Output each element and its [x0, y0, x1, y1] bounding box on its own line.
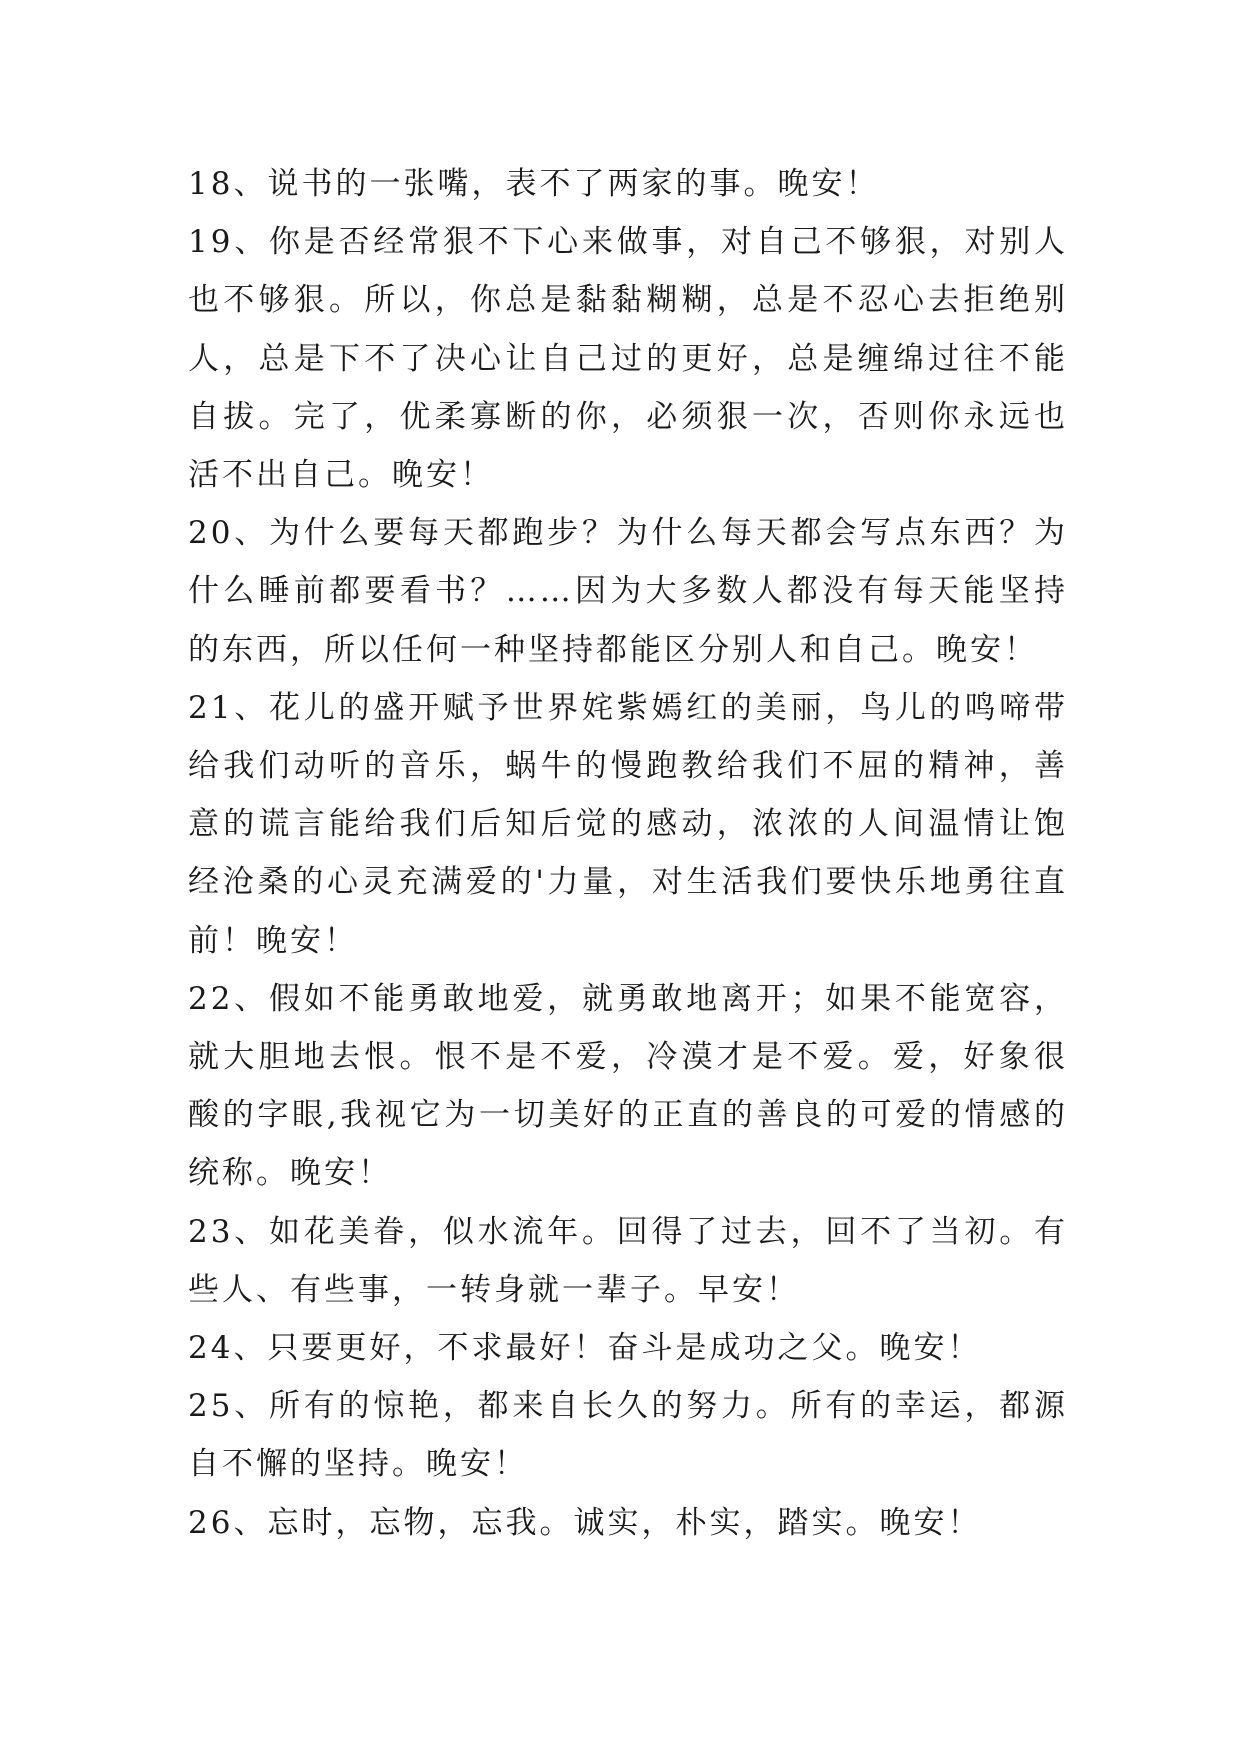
paragraph-21: 21、花儿的盛开赋予世界姹紫嫣红的美丽，鸟儿的鸣啼带给我们动听的音乐，蜗牛的慢跑教给我们不屈的精神，善意的谎言能给我们后知后觉的感动，浓浓的人间温情让饱经沧桑的心灵充满爱的'力量，对生活我们要快乐地勇往直前！晚安！ [188, 689, 1068, 959]
paragraph-25: 25、所有的惊艳，都来自长久的努力。所有的幸运，都源自不懈的坚持。晚安！ [188, 1388, 1068, 1483]
paragraph-26: 26、忘时，忘物，忘我。诚实，朴实，踏实。晚安！ [188, 1504, 982, 1541]
paragraph-20: 20、为什么要每天都跑步？为什么每天都会写点东西？为什么睡前都要看书？……因为大多数人都没有每天能坚持的东西，所以任何一种坚持都能区分别人和自己。晚安！ [188, 515, 1068, 668]
paragraph-22: 22、假如不能勇敢地爱，就勇敢地离开；如果不能宽容，就大胆地去恨。恨不是不爱，冷漠才是不爱。爱，好象很酸的字眼,我视它为一切美好的正直的善良的可爱的情感的统称。晚安！ [188, 980, 1068, 1192]
document-body [188, 155, 1068, 1552]
paragraph-24: 24、只要更好，不求最好！奋斗是成功之父。晚安！ [188, 1330, 982, 1367]
paragraph-23: 23、如花美眷，似水流年。回得了过去，回不了当初。有些人、有些事，一转身就一辈子。早安！ [188, 1213, 1068, 1308]
paragraph-19: 19、你是否经常狠不下心来做事，对自己不够狠，对别人也不够狠。所以，你总是黏黏糊糊，总是不忍心去拒绝别人，总是下不了决心让自己过的更好，总是缠绵过往不能自拔。完了，优柔寡断的你，必须狠一次，否则你永远也活不出自己。晚安！ [188, 224, 1068, 494]
paragraph-18: 18、说书的一张嘴，表不了两家的事。晚安！ [188, 166, 880, 202]
